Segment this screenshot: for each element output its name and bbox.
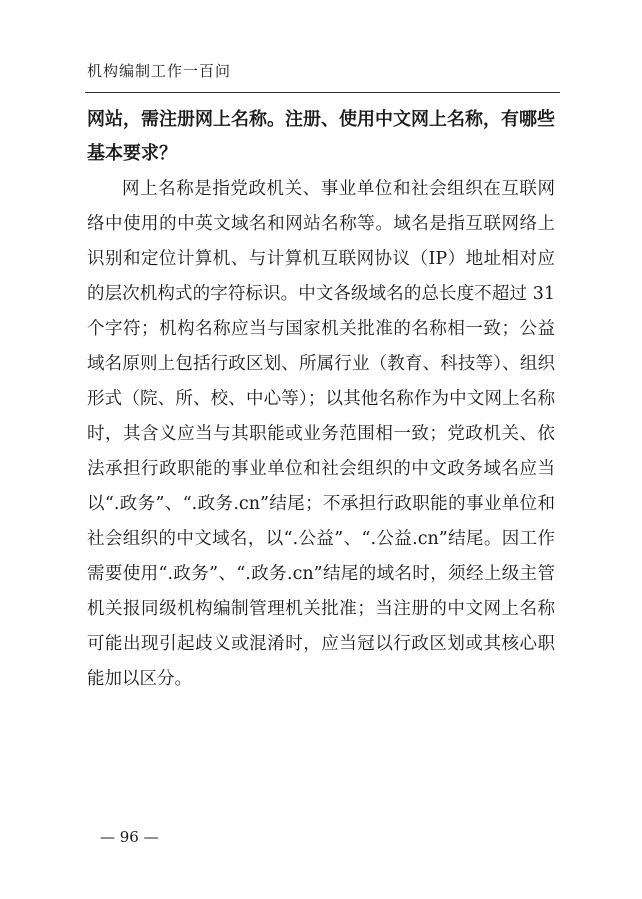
running-header: 机构编制工作一百问 [87, 62, 232, 80]
page-number: — 96 — [100, 828, 159, 846]
header-rule [85, 92, 560, 93]
answer-paragraph: 网上名称是指党政机关、事业单位和社会组织在互联网络中使用的中英文域名和网站名称等。域名是指互联网络上识别和定位计算机、与计算机互联网协议（IP）地址相对应的层次机构式的字符标识。中文各级域名的总长度不超过 31 个字符；机构名称应当与国家机关批准的名称相一致；公益域名原则上包括行政区划、所属行业（教育、科技等）、组织形式（院、所、校、中心等）；以其他名称作为中文网上名称时，其含义应当与其职能或业务范围相一致；党政机关、依法承担行政职能的事业单位和社会组织的中文政务域名应当以“.政务”、“.政务.cn”结尾；不承担行政职能的事业单位和社会组织的中文域名，以“.公益”、“.公益.cn”结尾。因工作需要使用“.政务”、“.政务.cn”结尾的域名时，须经上级主管机关报同级机构编制管理机关批准；当注册的中文网上名称可能出现引起歧义或混淆时，应当冠以行政区划或其核心职能加以区分。 [87, 179, 555, 689]
question-heading: 网站，需注册网上名称。注册、使用中文网上名称，有哪些基本要求？ [87, 109, 555, 164]
